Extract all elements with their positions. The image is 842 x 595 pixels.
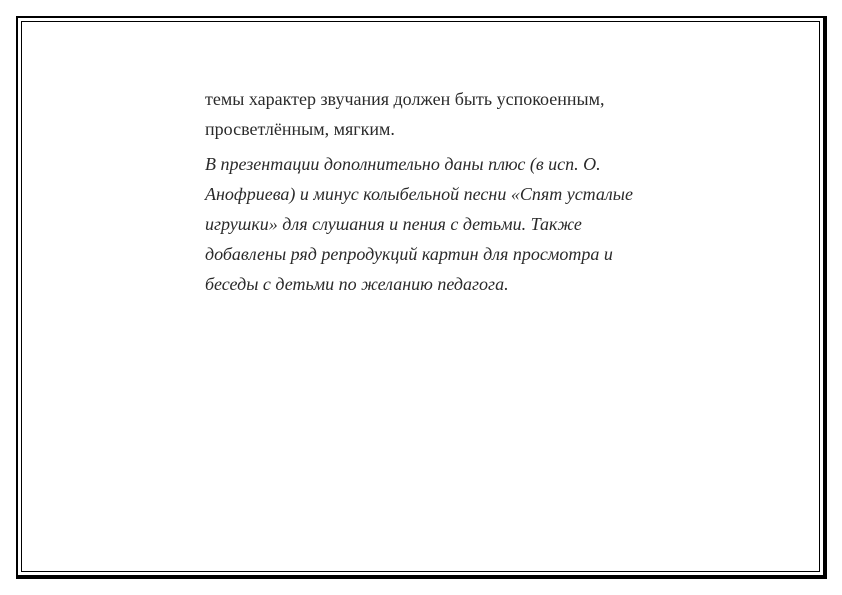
- page-content: [205, 84, 715, 299]
- paragraph-presentation-note: В презентации дополнительно даны плюс (в исп. О. Анофриева) и минус колыбельной песни «Спят усталые игрушки» для слушания и пения с детьми. Также добавлены ряд репродукций картин для просмотра и беседы с детьми по желанию педагога.: [205, 154, 633, 294]
- paragraph-music-character: темы характер звучания должен быть успокоенным, просветлённым, мягким.: [205, 89, 605, 139]
